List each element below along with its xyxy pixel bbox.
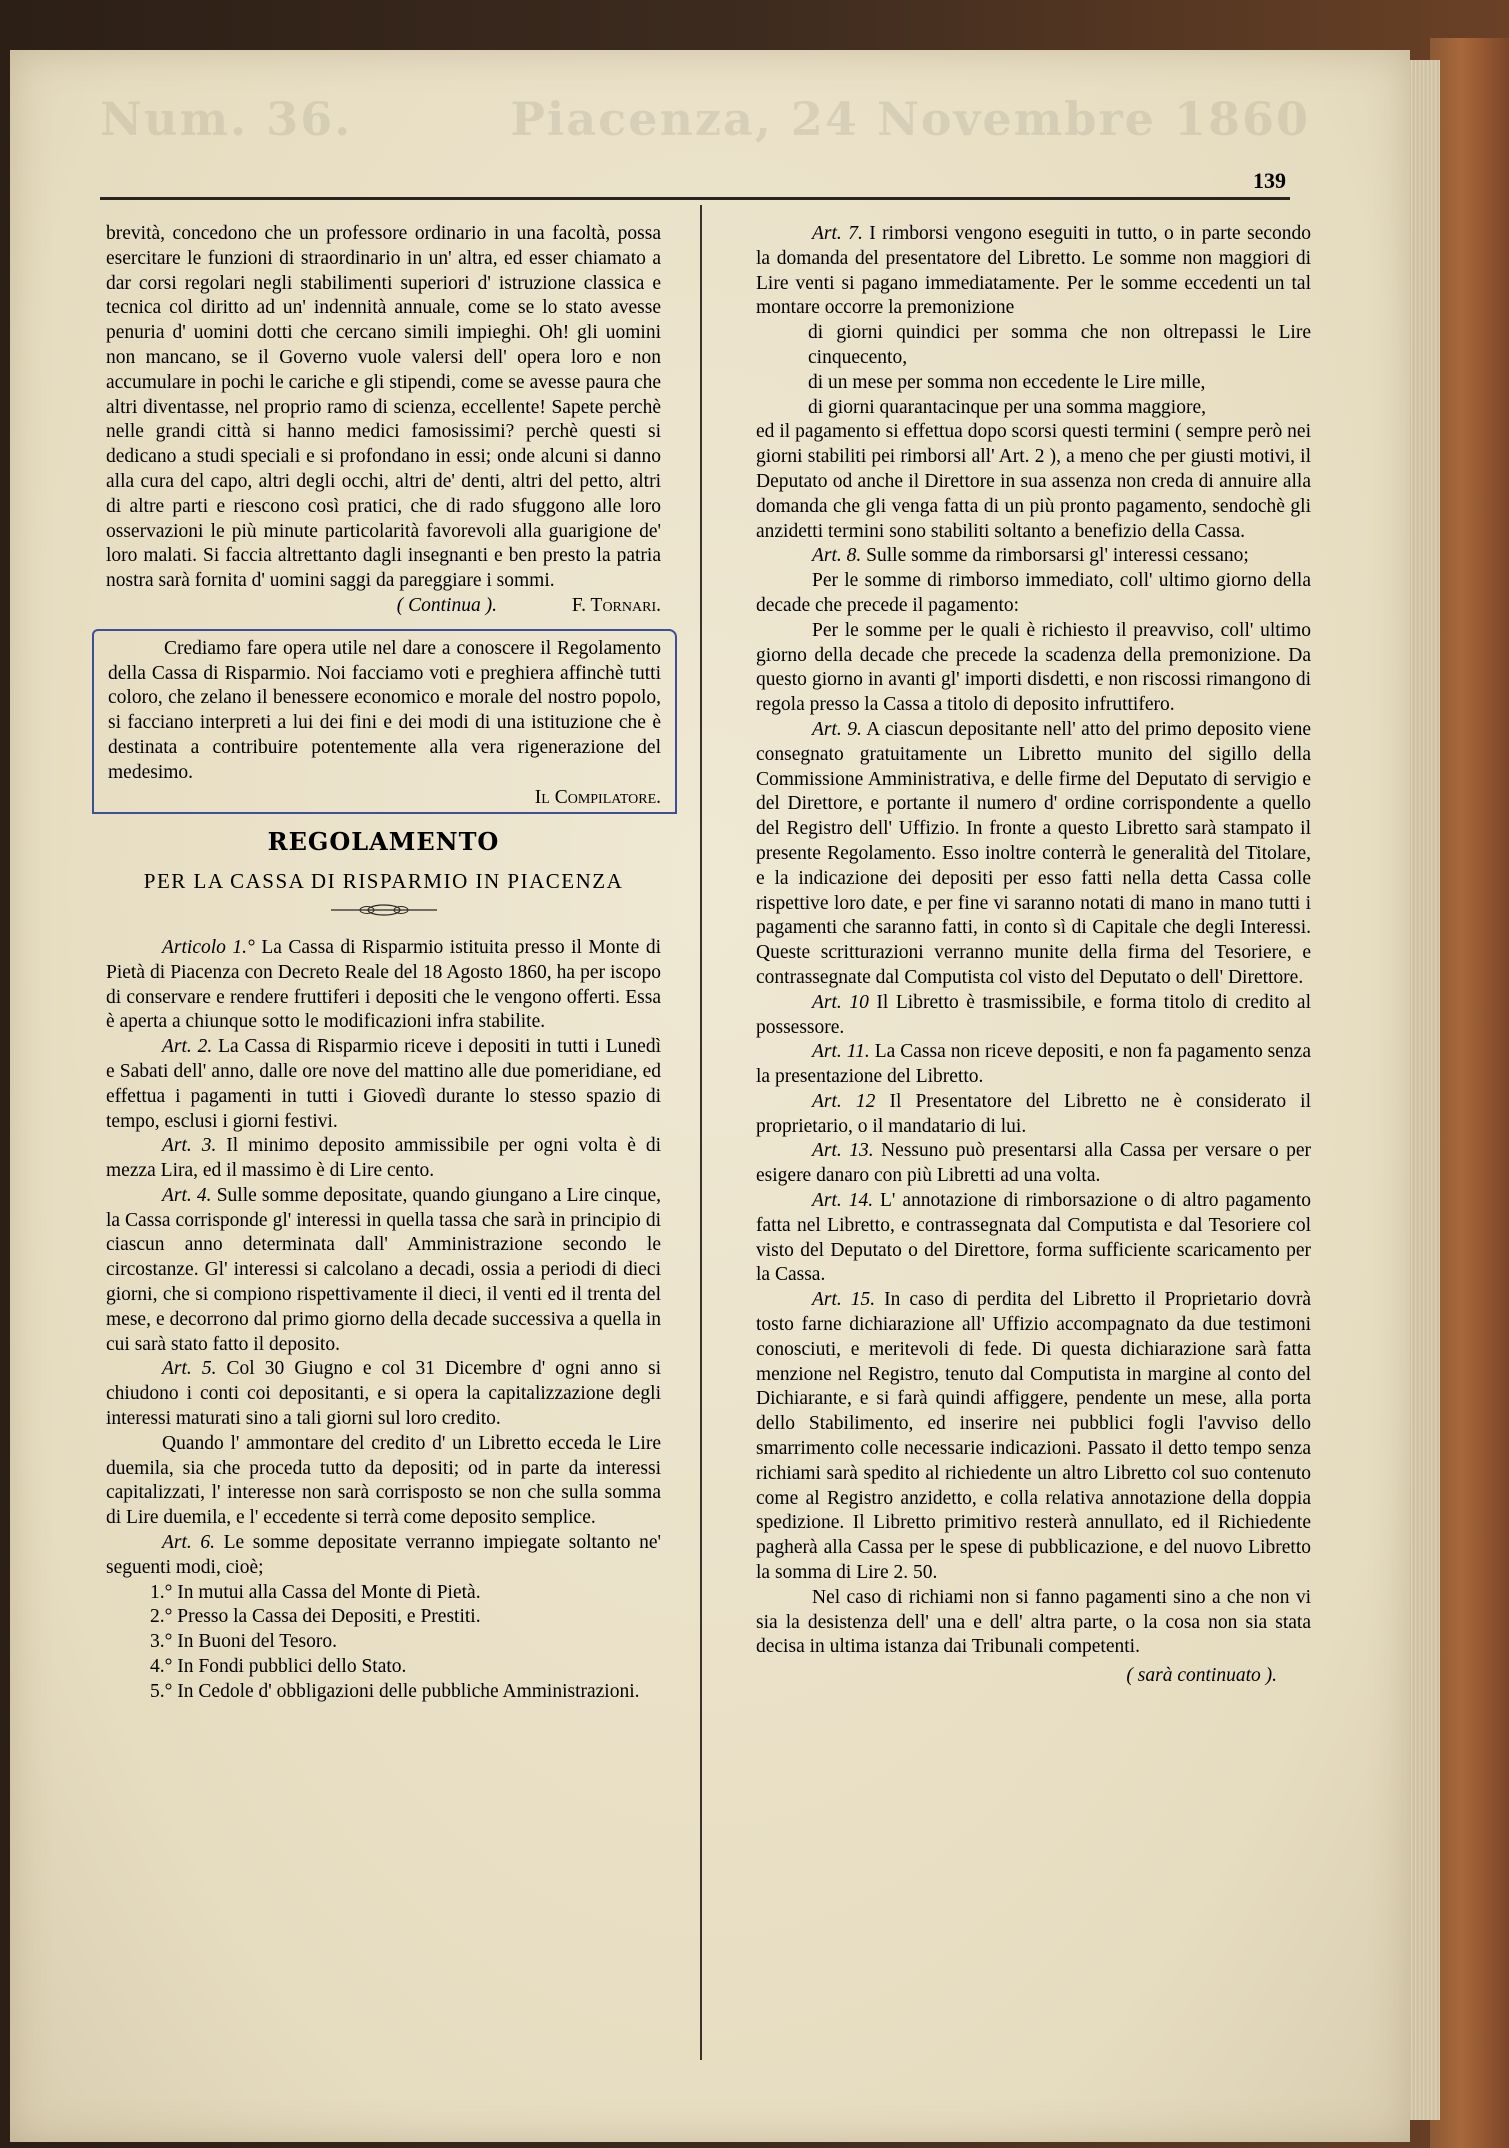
- list-item: 5.° In Cedole d' obbligazioni delle pubbliche Amministrazioni.: [150, 1680, 640, 1702]
- article-4-label: Art. 4.: [162, 1184, 212, 1206]
- article-6: [106, 1531, 661, 1581]
- header-rule: [100, 197, 1290, 200]
- article-1-text: La Cassa di Risparmio istituita presso il Monte di Pietà di Piacenza con Decreto Reale del 18 Agosto 1860, ha per iscopo di conservare e rendere fruttiferi i depositi che le vengono offerti. Essa è aperta a chiunque sotto le modificazioni infra stabilite.: [106, 936, 661, 1033]
- article-5-continued: Quando l' ammontare del credito d' un Libretto ecceda le Lire duemila, sia che proceda tutto da depositi; od in parte da interessi capitalizzati, l' interesse non sarà corrisposto se non che sulla somma di Lire duemila, e l' eccedente si terrà come deposito semplice.: [106, 1432, 661, 1529]
- article-7-continued: ed il pagamento si effettua dopo scorsi questi termini ( sempre però nei giorni stabiliti pei rimborsi all' Art. 2 ), a meno che per giusti motivi, il Deputato od anche il Direttore in sua assenza non creda di annuire alla domanda che gli venga fatta di un più pronto pagamento, sendochè gli anzidetti termini sono stabiliti soltanto a benefizio della Cassa.: [756, 421, 1311, 542]
- article-14: [756, 1189, 1311, 1288]
- article-10: [756, 991, 1311, 1041]
- article-5: [106, 1357, 661, 1431]
- article-continuation: brevità, concedono che un professore ordinario in una facoltà, possa esercitare le funzioni di straordinario in un' altra, ed esser chiamato a dar corsi regolari negli stabilimenti superiori d' istruzione classica e tecnica col diritto ad un' indennità annuale, come se lo stato avesse penuria d' uomini dotti che cercano simili impieghi. Oh! gli uomini non mancano, se il Governo vuole valersi dell' opera loro e non accumulare in pochi le cariche e gli stipendi, come se avesse paura che altri diventasse, nel proprio ramo di scienza, eccellente! Sapete perchè nelle grandi città si hanno medici famosissimi? perchè questi si dedicano a studi speciali e si profondano in essi; onde alcuni si danno alla cura del capo, altri degli occhi, altri de' denti, altri del petto, altri di altre parti e riescono così pratici, che di rado sfuggono alle loro osservazioni le più minute particolarità favorevoli alla guarigione de' loro malati. Si faccia altrettanto dagli insegnanti e ben presto la patria nostra sarà fornita d' uomini saggi da pareggiare i sommi.: [106, 223, 661, 592]
- ornament-divider-icon: [106, 900, 661, 922]
- article-11: [756, 1040, 1311, 1090]
- article-7-clause: di un mese per somma non eccedente le Lire mille,: [808, 371, 1206, 393]
- article-1-label: Articolo 1.°: [162, 936, 255, 958]
- article-10-text: Il Libretto è trasmissibile, e forma titolo di credito al possessore.: [756, 991, 1312, 1038]
- article-8: [756, 544, 1311, 569]
- list-item: 2.° Presso la Cassa dei Depositi, e Prestiti.: [150, 1606, 481, 1628]
- article-13: [756, 1139, 1311, 1189]
- article-11-label: Art. 11.: [812, 1041, 870, 1063]
- article-13-label: Art. 13.: [812, 1140, 874, 1162]
- page-number: 139: [1253, 168, 1286, 193]
- list-item: 4.° In Fondi pubblici dello Stato.: [150, 1656, 407, 1678]
- article-8-label: Art. 8.: [812, 545, 862, 567]
- list-item: 1.° In mutui alla Cassa del Monte di Pietà.: [150, 1581, 481, 1603]
- article-2-label: Art. 2.: [162, 1036, 213, 1058]
- article-3-label: Art. 3.: [162, 1135, 217, 1157]
- article-8-text: Sulle somme da rimborsarsi gl' interessi cessano;: [866, 545, 1249, 567]
- list-item: 3.° In Buoni del Tesoro.: [150, 1631, 337, 1653]
- article-7-text: I rimborsi vengono eseguiti in tutto, o in parte secondo la domanda del presentatore del Libretto. Le somme non maggiori di Lire venti si pagano immediatamente. Per le somme eccedenti un tal montare occorre la premonizione: [756, 223, 1312, 319]
- regulation-subtitle: PER LA CASSA DI RISPARMIO IN PIACENZA: [143, 869, 624, 894]
- article-2: [106, 1035, 661, 1134]
- editor-note-box: [92, 629, 677, 815]
- article-7-clause: di giorni quindici per somma che non oltrepassi le Lire cinquecento,: [808, 322, 1311, 368]
- article-3: [106, 1134, 661, 1184]
- article-11-text: La Cassa non riceve depositi, e non fa pagamento senza la presentazione del Libretto.: [756, 1041, 1311, 1088]
- article-15: [756, 1288, 1311, 1586]
- left-column: [106, 222, 661, 1705]
- article-4: [106, 1184, 661, 1358]
- article-8-immediate: Per le somme di rimborso immediato, coll' ultimo giorno della decade che precede il pagamento:: [756, 570, 1311, 616]
- article-13-text: Nessuno può presentarsi alla Cassa per versare o per esigere danaro con più Libretti ad una volta.: [756, 1140, 1312, 1187]
- article-15-label: Art. 15.: [812, 1289, 876, 1311]
- book-binding: [1430, 38, 1509, 2148]
- column-divider: [700, 205, 702, 2060]
- right-column: [756, 222, 1311, 1689]
- article-15-continued: Nel caso di richiami non si fanno pagamenti sino a che non vi sia la desistenza dell' una e dell' altra parte, o la cosa non sia stata decisa in ultima istanza dai Tribunali competenti.: [756, 1586, 1311, 1658]
- article-1: [106, 936, 661, 1035]
- article-signature-line: [106, 594, 661, 619]
- article-14-label: Art. 14.: [812, 1190, 874, 1212]
- ghost-date: Piacenza, 24 Novembre 1860: [510, 92, 1310, 146]
- article-9-text: A ciascun depositante nell' atto del primo deposito viene consegnato gratuitamente un Libretto munito del sigillo della Commissione Amministrativa, e delle firme del Deputato di servigio e del Direttore, e portante il numero d' ordine corrispondente a quello del Registro dell' Uffizio. In fronte a questo Libretto sarà stampato il presente Regolamento. Esso inoltre conterrà le generalità del Titolare, e la indicazione dei depositi per esso fatti nella detta Cassa colle rispettive loro date, e per fine vi saranno notati di mano in mano tutti i pagamenti che saranno fatti, in conto sì di Capitale che degli Interessi. Queste scritturazioni verranno munite della firma del Tesoriere, e contrassegnate dal Computista col visto del Deputato o dell' Direttore.: [756, 718, 1311, 988]
- article-7-label: Art. 7.: [812, 223, 863, 244]
- article-12: [756, 1090, 1311, 1140]
- article-15-text: In caso di perdita del Libretto il Proprietario dovrà tosto farne dichiarazione all' Uffizio accompagnato da due testimoni conosciuti, e meritevoli di fede. Di questa dichiarazione sarà fatta menzione nel Registro, tenuto dal Computista in margine al conto del Dichiarante, e si farà quindi affiggere, pendente un mese, alla porta dello Stabilimento, ed inserire nei pubblici fogli l'avviso dello smarrimento colle necessarie indicazioni. Passato il detto tempo senza richiami sarà spedito al richiedente un altro Libretto col suo contenuto come al Registro anzidetto, e colla relativa annotazione della doppia spedizione. Il Libretto primitivo resterà annullato, ed il Richiedente pagherà alla Cassa per le spese di pubblicazione, e del nuovo Libretto la somma di Lire 2. 50.: [756, 1289, 1312, 1584]
- article-6-text: Le somme depositate verranno impiegate soltanto ne' seguenti modi, cioè;: [106, 1532, 662, 1578]
- article-6-label: Art. 6.: [162, 1532, 216, 1554]
- article-3-text: Il minimo deposito ammissibile per ogni volta è di mezza Lira, ed il massimo è di Lire cento.: [106, 1135, 662, 1182]
- ghost-issue-number: Num. 36.: [100, 92, 353, 146]
- article-4-text: Sulle somme depositate, quando giungano a Lire cinque, la Cassa corrisponde gl' interessi in quella tassa che sarà in principio di ciascun anno determinata dall' Amministrazione secondo le circostanze. Gl' interessi si calcolano a decadi, ossia a periodi di dieci giorni, che si compiono rispettivamente il dieci, il venti ed il trenta del mese, e decorrono dal primo giorno della decade successiva a quella in cui sarà stato fatto il deposito.: [106, 1184, 661, 1355]
- article-5-label: Art. 5.: [162, 1358, 217, 1380]
- article-9-label: Art. 9.: [812, 718, 862, 740]
- article-12-text: Il Presentatore del Libretto ne è considerato il proprietario, o il mandatario di lui.: [756, 1090, 1312, 1137]
- article-8-notice: Per le somme per le quali è richiesto il preavviso, coll' ultimo giorno della decade che precede la scadenza della premonizione. Da questo giorno in avanti gl' importi disdetti, e non riscossi rimangono di regola presso la Cassa a titolo di deposito infruttifero.: [756, 619, 1311, 716]
- article-5-text: Col 30 Giugno e col 31 Dicembre d' ogni anno si chiudono i conti coi depositanti, e si opera la capitalizzazione degli interessi maturati sino a tali giorni sul loro credito.: [106, 1358, 662, 1430]
- show-through-header: [100, 92, 1310, 162]
- article-7-clause: di giorni quarantacinque per una somma maggiore,: [808, 396, 1206, 418]
- article-10-label: Art. 10: [812, 991, 869, 1013]
- editor-note-signature: Il Compilatore.: [534, 786, 661, 808]
- article-7: [756, 222, 1311, 321]
- article-2-text: La Cassa di Risparmio riceve i depositi in tutti i Lunedì e Sabati dell' anno, dalle ore nove del mattino alle due pomeridiane, ed effettua i pagamenti in tutti i Giovedì durante lo stesso spazio di tempo, esclusi i giorni festivi.: [106, 1036, 662, 1132]
- continua-note: ( Continua ).: [396, 594, 497, 616]
- article-author: F. Tornari.: [571, 594, 661, 616]
- article-14-text: L' annotazione di rimborsazione o di altro pagamento fatta nel Libretto, e contrassegnata dal Computista e dal Tesoriere col visto del Deputato o del Direttore, forma sufficiente scaricamento per la Cassa.: [756, 1190, 1312, 1286]
- article-9: [756, 718, 1311, 991]
- regulation-title: REGOLAMENTO: [267, 827, 500, 857]
- editor-note-text: Crediamo fare opera utile nel dare a conoscere il Regolamento della Cassa di Risparmio. Noi facciamo voti e preghiera affinchè tutti coloro, che zelano il benessere economico e morale del nostro popolo, si facciano interpreti a lui dei fini e dei modi di una istituzione che è destinata a contribuire potentemente alla vera rigenerazione del medesimo.: [108, 637, 661, 783]
- to-be-continued: ( sarà continuato ).: [1126, 1665, 1277, 1687]
- article-12-label: Art. 12: [812, 1090, 876, 1112]
